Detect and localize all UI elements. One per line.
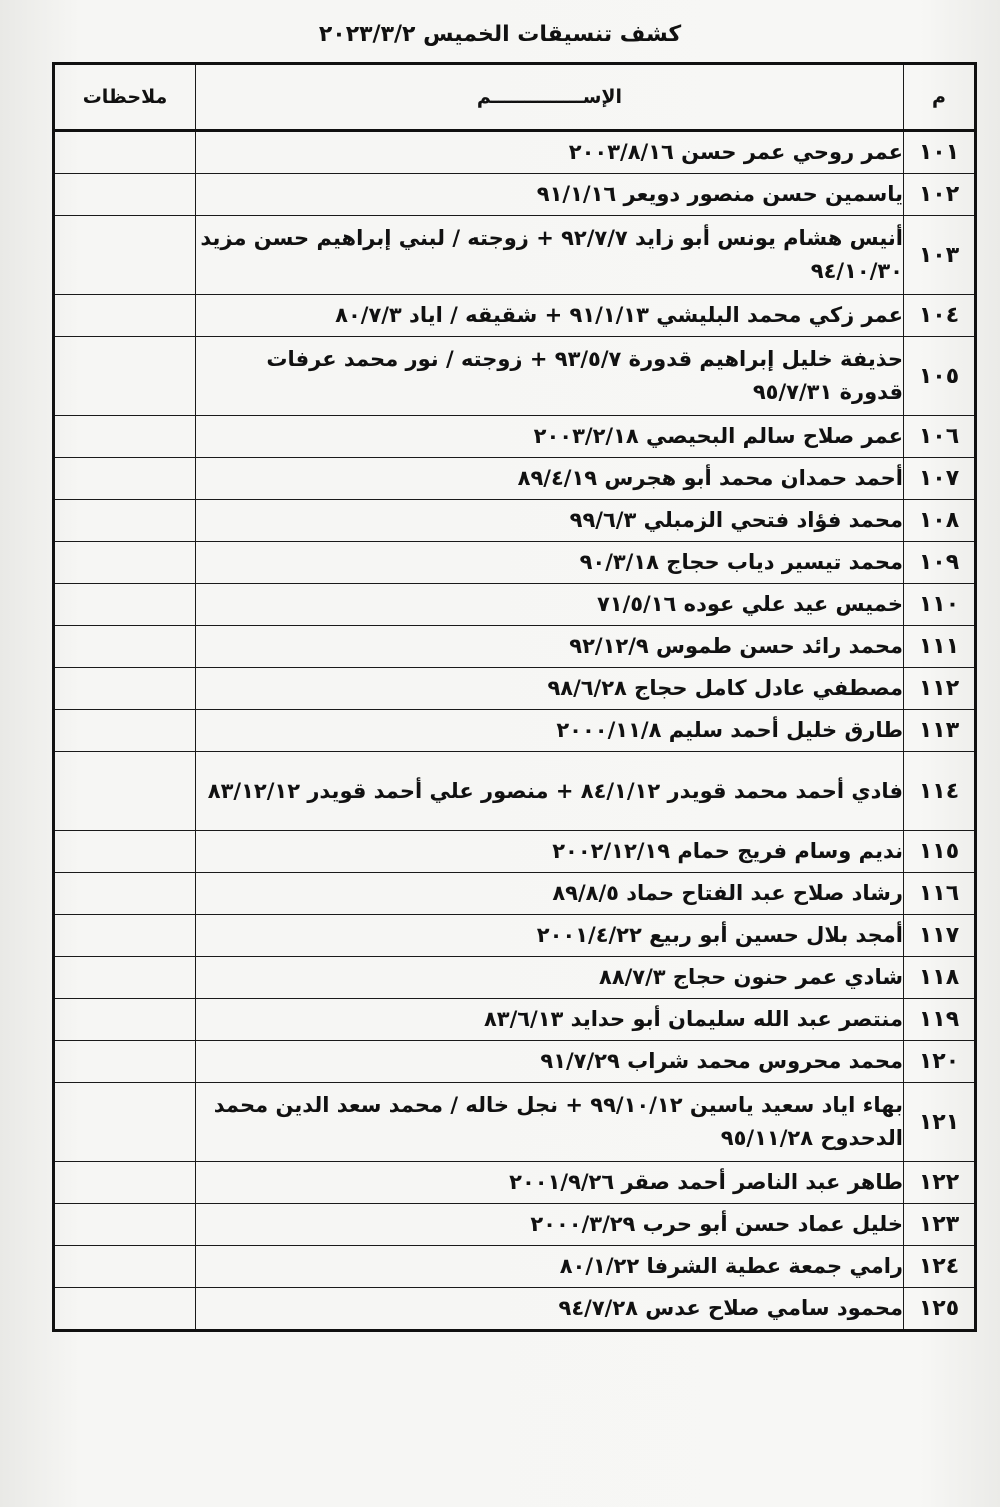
table-row bbox=[54, 584, 976, 626]
table-row bbox=[54, 131, 976, 174]
row-number: ١١٩ bbox=[904, 999, 976, 1041]
row-name: منتصر عبد الله سليمان أبو حدايد ٨٣/٦/١٣ bbox=[196, 999, 904, 1041]
row-name: أنيس هشام يونس أبو زايد ٩٢/٧/٧ + زوجته / لبني إبراهيم حسن مزيد ٩٤/١٠/٣٠ bbox=[196, 216, 904, 295]
table-row bbox=[54, 416, 976, 458]
row-notes bbox=[54, 710, 196, 752]
row-name: محمد محروس محمد شراب ٩١/٧/٢٩ bbox=[196, 1041, 904, 1083]
row-notes bbox=[54, 668, 196, 710]
row-number: ١١٢ bbox=[904, 668, 976, 710]
row-number: ١٠١ bbox=[904, 131, 976, 174]
row-name: رامي جمعة عطية الشرفا ٨٠/١/٢٢ bbox=[196, 1246, 904, 1288]
row-number: ١١٥ bbox=[904, 831, 976, 873]
roster-table bbox=[52, 62, 977, 1332]
table-row bbox=[54, 458, 976, 500]
row-name: عمر زكي محمد البليشي ٩١/١/١٣ + شقيقه / اياد ٨٠/٧/٣ bbox=[196, 295, 904, 337]
row-number: ١٠٦ bbox=[904, 416, 976, 458]
row-name: أحمد حمدان محمد أبو هجرس ٨٩/٤/١٩ bbox=[196, 458, 904, 500]
row-number: ١١٤ bbox=[904, 752, 976, 831]
row-number: ١٠٥ bbox=[904, 337, 976, 416]
row-name: حذيفة خليل إبراهيم قدورة ٩٣/٥/٧ + زوجته / نور محمد عرفات قدورة ٩٥/٧/٣١ bbox=[196, 337, 904, 416]
table-row bbox=[54, 500, 976, 542]
table-row bbox=[54, 337, 976, 416]
row-notes bbox=[54, 1162, 196, 1204]
row-name: طاهر عبد الناصر أحمد صقر ٢٠٠١/٩/٢٦ bbox=[196, 1162, 904, 1204]
table-row bbox=[54, 668, 976, 710]
table-row bbox=[54, 1246, 976, 1288]
row-notes bbox=[54, 500, 196, 542]
row-number: ١٠٢ bbox=[904, 174, 976, 216]
row-name: شادي عمر حنون حجاج ٨٨/٧/٣ bbox=[196, 957, 904, 999]
row-notes bbox=[54, 458, 196, 500]
table-row bbox=[54, 831, 976, 873]
row-name: فادي أحمد محمد قويدر ٨٤/١/١٢ + منصور علي أحمد قويدر ٨٣/١٢/١٢ bbox=[196, 752, 904, 831]
row-name: نديم وسام فريج حمام ٢٠٠٢/١٢/١٩ bbox=[196, 831, 904, 873]
row-name: محمد فؤاد فتحي الزمبلي ٩٩/٦/٣ bbox=[196, 500, 904, 542]
row-number: ١٢٢ bbox=[904, 1162, 976, 1204]
table-row bbox=[54, 295, 976, 337]
row-name: طارق خليل أحمد سليم ٢٠٠٠/١١/٨ bbox=[196, 710, 904, 752]
table-row bbox=[54, 626, 976, 668]
table-row bbox=[54, 1288, 976, 1331]
row-name: رشاد صلاح عبد الفتاح حماد ٨٩/٨/٥ bbox=[196, 873, 904, 915]
row-notes bbox=[54, 957, 196, 999]
table-row bbox=[54, 1162, 976, 1204]
row-notes bbox=[54, 1246, 196, 1288]
document-title: كشف تنسيقات الخميس ٢٠٢٣/٣/٢ bbox=[318, 22, 682, 47]
row-notes bbox=[54, 174, 196, 216]
row-notes bbox=[54, 337, 196, 416]
table-row bbox=[54, 174, 976, 216]
row-name: أمجد بلال حسين أبو ربيع ٢٠٠١/٤/٢٢ bbox=[196, 915, 904, 957]
row-number: ١١١ bbox=[904, 626, 976, 668]
table-row bbox=[54, 957, 976, 999]
row-number: ١٢٣ bbox=[904, 1204, 976, 1246]
row-name: خليل عماد حسن أبو حرب ٢٠٠٠/٣/٢٩ bbox=[196, 1204, 904, 1246]
row-number: ١١٧ bbox=[904, 915, 976, 957]
row-number: ١٠٩ bbox=[904, 542, 976, 584]
row-notes bbox=[54, 584, 196, 626]
row-number: ١٠٨ bbox=[904, 500, 976, 542]
row-notes bbox=[54, 752, 196, 831]
table-row bbox=[54, 1204, 976, 1246]
row-notes bbox=[54, 216, 196, 295]
table-row bbox=[54, 710, 976, 752]
row-name: محمود سامي صلاح عدس ٩٤/٧/٢٨ bbox=[196, 1288, 904, 1331]
column-header-name: الإســــــــــــــم bbox=[196, 64, 904, 131]
row-name: مصطفي عادل كامل حجاج ٩٨/٦/٢٨ bbox=[196, 668, 904, 710]
row-name: ياسمين حسن منصور دويعر ٩١/١/١٦ bbox=[196, 174, 904, 216]
row-notes bbox=[54, 915, 196, 957]
row-number: ١٢١ bbox=[904, 1083, 976, 1162]
table-row bbox=[54, 1041, 976, 1083]
row-notes bbox=[54, 1288, 196, 1331]
row-notes bbox=[54, 1204, 196, 1246]
table-row bbox=[54, 1083, 976, 1162]
row-name: بهاء اياد سعيد ياسين ٩٩/١٠/١٢ + نجل خاله / محمد سعد الدين محمد الدحدوح ٩٥/١١/٢٨ bbox=[196, 1083, 904, 1162]
row-number: ١٠٧ bbox=[904, 458, 976, 500]
row-number: ١١٨ bbox=[904, 957, 976, 999]
column-header-number: م bbox=[904, 64, 976, 131]
row-notes bbox=[54, 873, 196, 915]
row-number: ١١٦ bbox=[904, 873, 976, 915]
row-number: ١١٣ bbox=[904, 710, 976, 752]
table-row bbox=[54, 915, 976, 957]
table-row bbox=[54, 873, 976, 915]
row-notes bbox=[54, 999, 196, 1041]
row-name: خميس عيد علي عوده ٧١/٥/١٦ bbox=[196, 584, 904, 626]
table-row bbox=[54, 216, 976, 295]
row-number: ١٢٥ bbox=[904, 1288, 976, 1331]
row-notes bbox=[54, 1041, 196, 1083]
table-row bbox=[54, 999, 976, 1041]
row-number: ١٠٤ bbox=[904, 295, 976, 337]
table-header-row bbox=[54, 64, 976, 131]
row-notes bbox=[54, 831, 196, 873]
row-number: ١٠٣ bbox=[904, 216, 976, 295]
row-number: ١١٠ bbox=[904, 584, 976, 626]
row-name: عمر صلاح سالم البحيصي ٢٠٠٣/٢/١٨ bbox=[196, 416, 904, 458]
column-header-notes: ملاحظات bbox=[54, 64, 196, 131]
row-number: ١٢٠ bbox=[904, 1041, 976, 1083]
row-notes bbox=[54, 542, 196, 584]
row-number: ١٢٤ bbox=[904, 1246, 976, 1288]
table-row bbox=[54, 542, 976, 584]
row-notes bbox=[54, 131, 196, 174]
row-name: عمر روحي عمر حسن ٢٠٠٣/٨/١٦ bbox=[196, 131, 904, 174]
row-notes bbox=[54, 295, 196, 337]
row-name: محمد تيسير دياب حجاج ٩٠/٣/١٨ bbox=[196, 542, 904, 584]
row-notes bbox=[54, 416, 196, 458]
row-name: محمد رائد حسن طموس ٩٢/١٢/٩ bbox=[196, 626, 904, 668]
row-notes bbox=[54, 1083, 196, 1162]
row-notes bbox=[54, 626, 196, 668]
table-row bbox=[54, 752, 976, 831]
